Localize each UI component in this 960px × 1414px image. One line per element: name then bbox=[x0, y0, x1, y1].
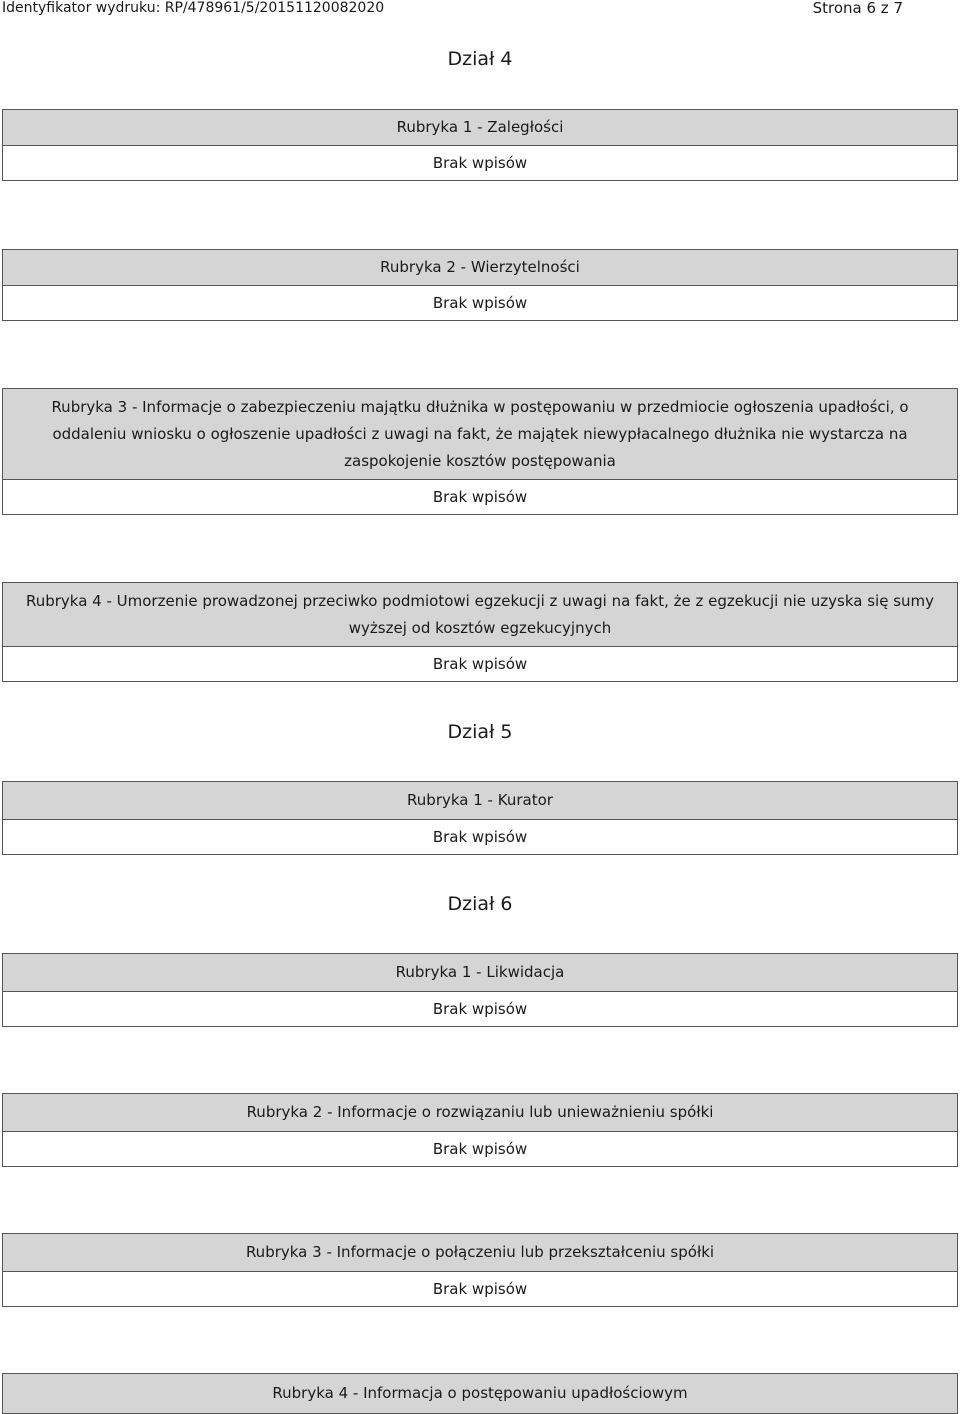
section-title-dzial-6: Dział 6 bbox=[447, 893, 513, 915]
rubric-d6-r1 bbox=[2, 953, 958, 1027]
section-title-dzial-5: Dział 5 bbox=[447, 721, 513, 743]
rubric-title: Rubryka 1 - Zaległości bbox=[3, 110, 957, 146]
rubric-title: Rubryka 1 - Likwidacja bbox=[3, 954, 957, 992]
rubric-d5-r1 bbox=[2, 781, 958, 855]
rubric-body: Brak wpisów bbox=[432, 1140, 528, 1158]
rubric-body: Brak wpisów bbox=[432, 1280, 528, 1298]
rubric-body: Brak wpisów bbox=[432, 294, 528, 312]
rubric-body: Brak wpisów bbox=[432, 828, 528, 846]
rubric-title: Rubryka 3 - Informacje o połączeniu lub przekształceniu spółki bbox=[3, 1234, 957, 1272]
rubric-title: Rubryka 2 - Informacje o rozwiązaniu lub unieważnieniu spółki bbox=[3, 1094, 957, 1132]
rubric-title: Rubryka 1 - Kurator bbox=[3, 782, 957, 820]
rubric-d6-r3 bbox=[2, 1233, 958, 1307]
print-identifier: Identyfikator wydruku: RP/478961/5/20151120082020 bbox=[2, 0, 385, 16]
rubric-title: Rubryka 4 - Umorzenie prowadzonej przeciwko podmiotowi egzekucji z uwagi na fakt, że z egzekucji nie uzyska się sumy wyższej od kosztów egzekucyjnych bbox=[3, 583, 957, 647]
rubric-d4-r2 bbox=[2, 249, 958, 321]
rubric-body: Brak wpisów bbox=[432, 1000, 528, 1018]
rubric-d4-r1 bbox=[2, 109, 958, 181]
rubric-body: Brak wpisów bbox=[432, 488, 528, 506]
rubric-body: Brak wpisów bbox=[432, 655, 528, 673]
rubric-title: Rubryka 2 - Wierzytelności bbox=[3, 250, 957, 286]
rubric-title: Rubryka 3 - Informacje o zabezpieczeniu majątku dłużnika w postępowaniu w przedmiocie ogłoszenia upadłości, o oddaleniu wniosku o ogłoszenie upadłości z uwagi na fakt, że majątek niewypłacalnego dłużnika nie wystarcza na zaspokojenie kosztów postępowania bbox=[3, 389, 957, 480]
rubric-d6-r2 bbox=[2, 1093, 958, 1167]
section-title-dzial-4: Dział 4 bbox=[447, 48, 513, 70]
rubric-title: Rubryka 4 - Informacja o postępowaniu upadłościowym bbox=[3, 1374, 957, 1413]
rubric-d4-r3 bbox=[2, 388, 958, 515]
rubric-d6-r4 bbox=[2, 1373, 958, 1414]
rubric-d4-r4 bbox=[2, 582, 958, 682]
page-number: Strona 6 z 7 bbox=[812, 0, 903, 17]
page-header bbox=[0, 0, 960, 18]
rubric-body: Brak wpisów bbox=[432, 154, 528, 172]
